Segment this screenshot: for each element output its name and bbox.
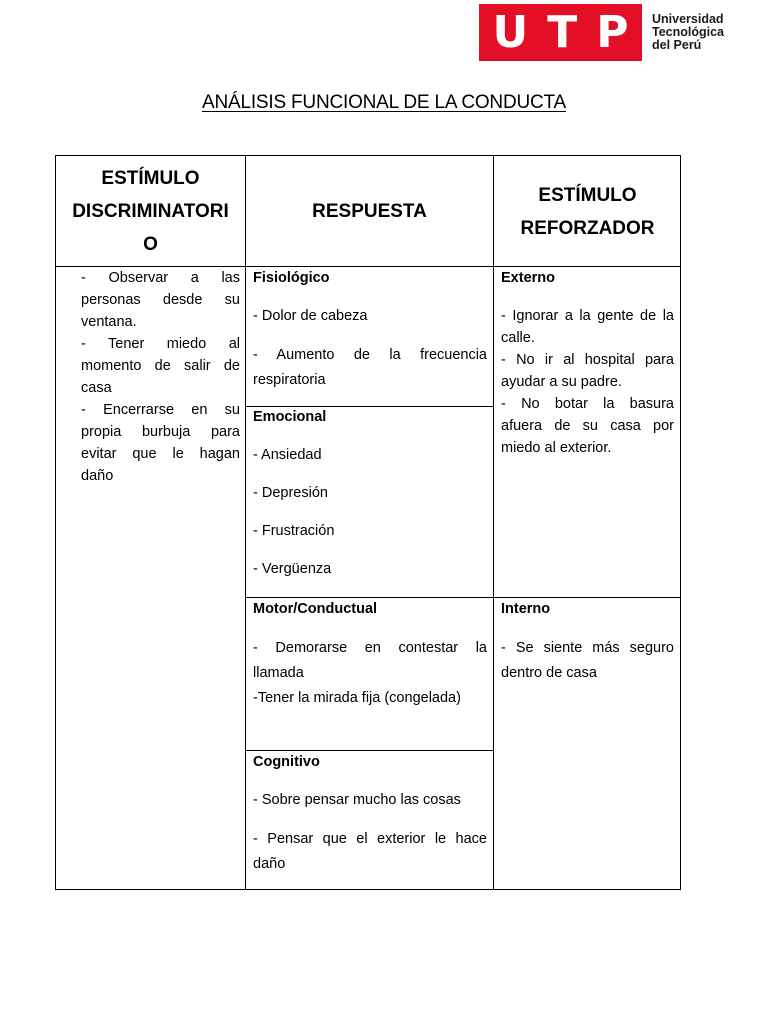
external-reinforcer-cell [501,267,674,459]
emotional-cell [253,406,487,580]
cognitive-heading: Cognitivo [253,754,320,770]
header-text: RESPUESTA [312,201,427,222]
header-reinforcing-stimulus [494,156,681,267]
university-name-line: del Perú [652,38,702,52]
response-item: -Tener la mirada fija (congelada) [253,690,461,706]
header-text: REFORZADOR [520,217,655,239]
reinforcer-item: - No ir al hospital para ayudar a su padre. [501,352,674,390]
utp-logo [479,4,724,61]
emotional-heading: Emocional [253,409,327,425]
response-item: - Aumento de la frecuencia respiratoria [253,347,487,388]
discriminative-item: - Encerrarse en su propia burbuja para evitar que le hagan daño [81,402,240,484]
header-response [246,156,493,267]
header-text: DISCRIMINATORI [72,201,229,222]
document-title: ANÁLISIS FUNCIONAL DE LA CONDUCTA [202,92,566,113]
response-item: - Pensar que el exterior le hace daño [253,831,487,872]
internal-heading: Interno [501,601,551,617]
response-item: - Dolor de cabeza [253,308,368,324]
header-text: ESTÍMULO [101,168,200,189]
utp-logo-block [479,4,642,61]
physiological-cell [253,267,487,393]
discriminative-item: - Observar a las personas desde su ventana. [81,270,240,330]
reinforcer-item: - Se siente más seguro dentro de casa [501,640,674,681]
response-item: - Ansiedad [253,447,322,463]
discriminative-item: - Tener miedo al momento de salir de casa [81,336,240,396]
university-name-line: Tecnológica [652,25,725,39]
response-item: - Frustración [253,523,335,539]
response-item: - Sobre pensar mucho las cosas [253,792,461,808]
functional-analysis-table [55,155,681,890]
physiological-heading: Fisiológico [253,270,330,286]
header-text: ESTÍMULO [538,184,637,206]
reinforcer-item: - Ignorar a la gente de la calle. [501,308,674,346]
internal-reinforcer-cell [501,598,674,686]
logo-letter-p: P [596,6,629,58]
university-name-line: Universidad [652,12,724,26]
logo-letter-u: U [492,6,529,58]
response-item: - Vergüenza [253,561,332,577]
header-text: O [143,234,158,255]
logo-letter-t: T [547,6,578,58]
external-heading: Externo [501,270,555,286]
response-item: - Demorarse en contestar la llamada [253,640,487,681]
reinforcer-item: - No botar la basura afuera de su casa por miedo al exterior. [501,396,674,456]
university-name [652,13,724,52]
discriminative-stimulus-cell [81,267,240,487]
motor-heading: Motor/Conductual [253,601,378,617]
response-item: - Depresión [253,485,328,501]
header-discriminative-stimulus [56,156,245,267]
motor-cell [253,598,487,711]
cognitive-cell [253,751,487,877]
